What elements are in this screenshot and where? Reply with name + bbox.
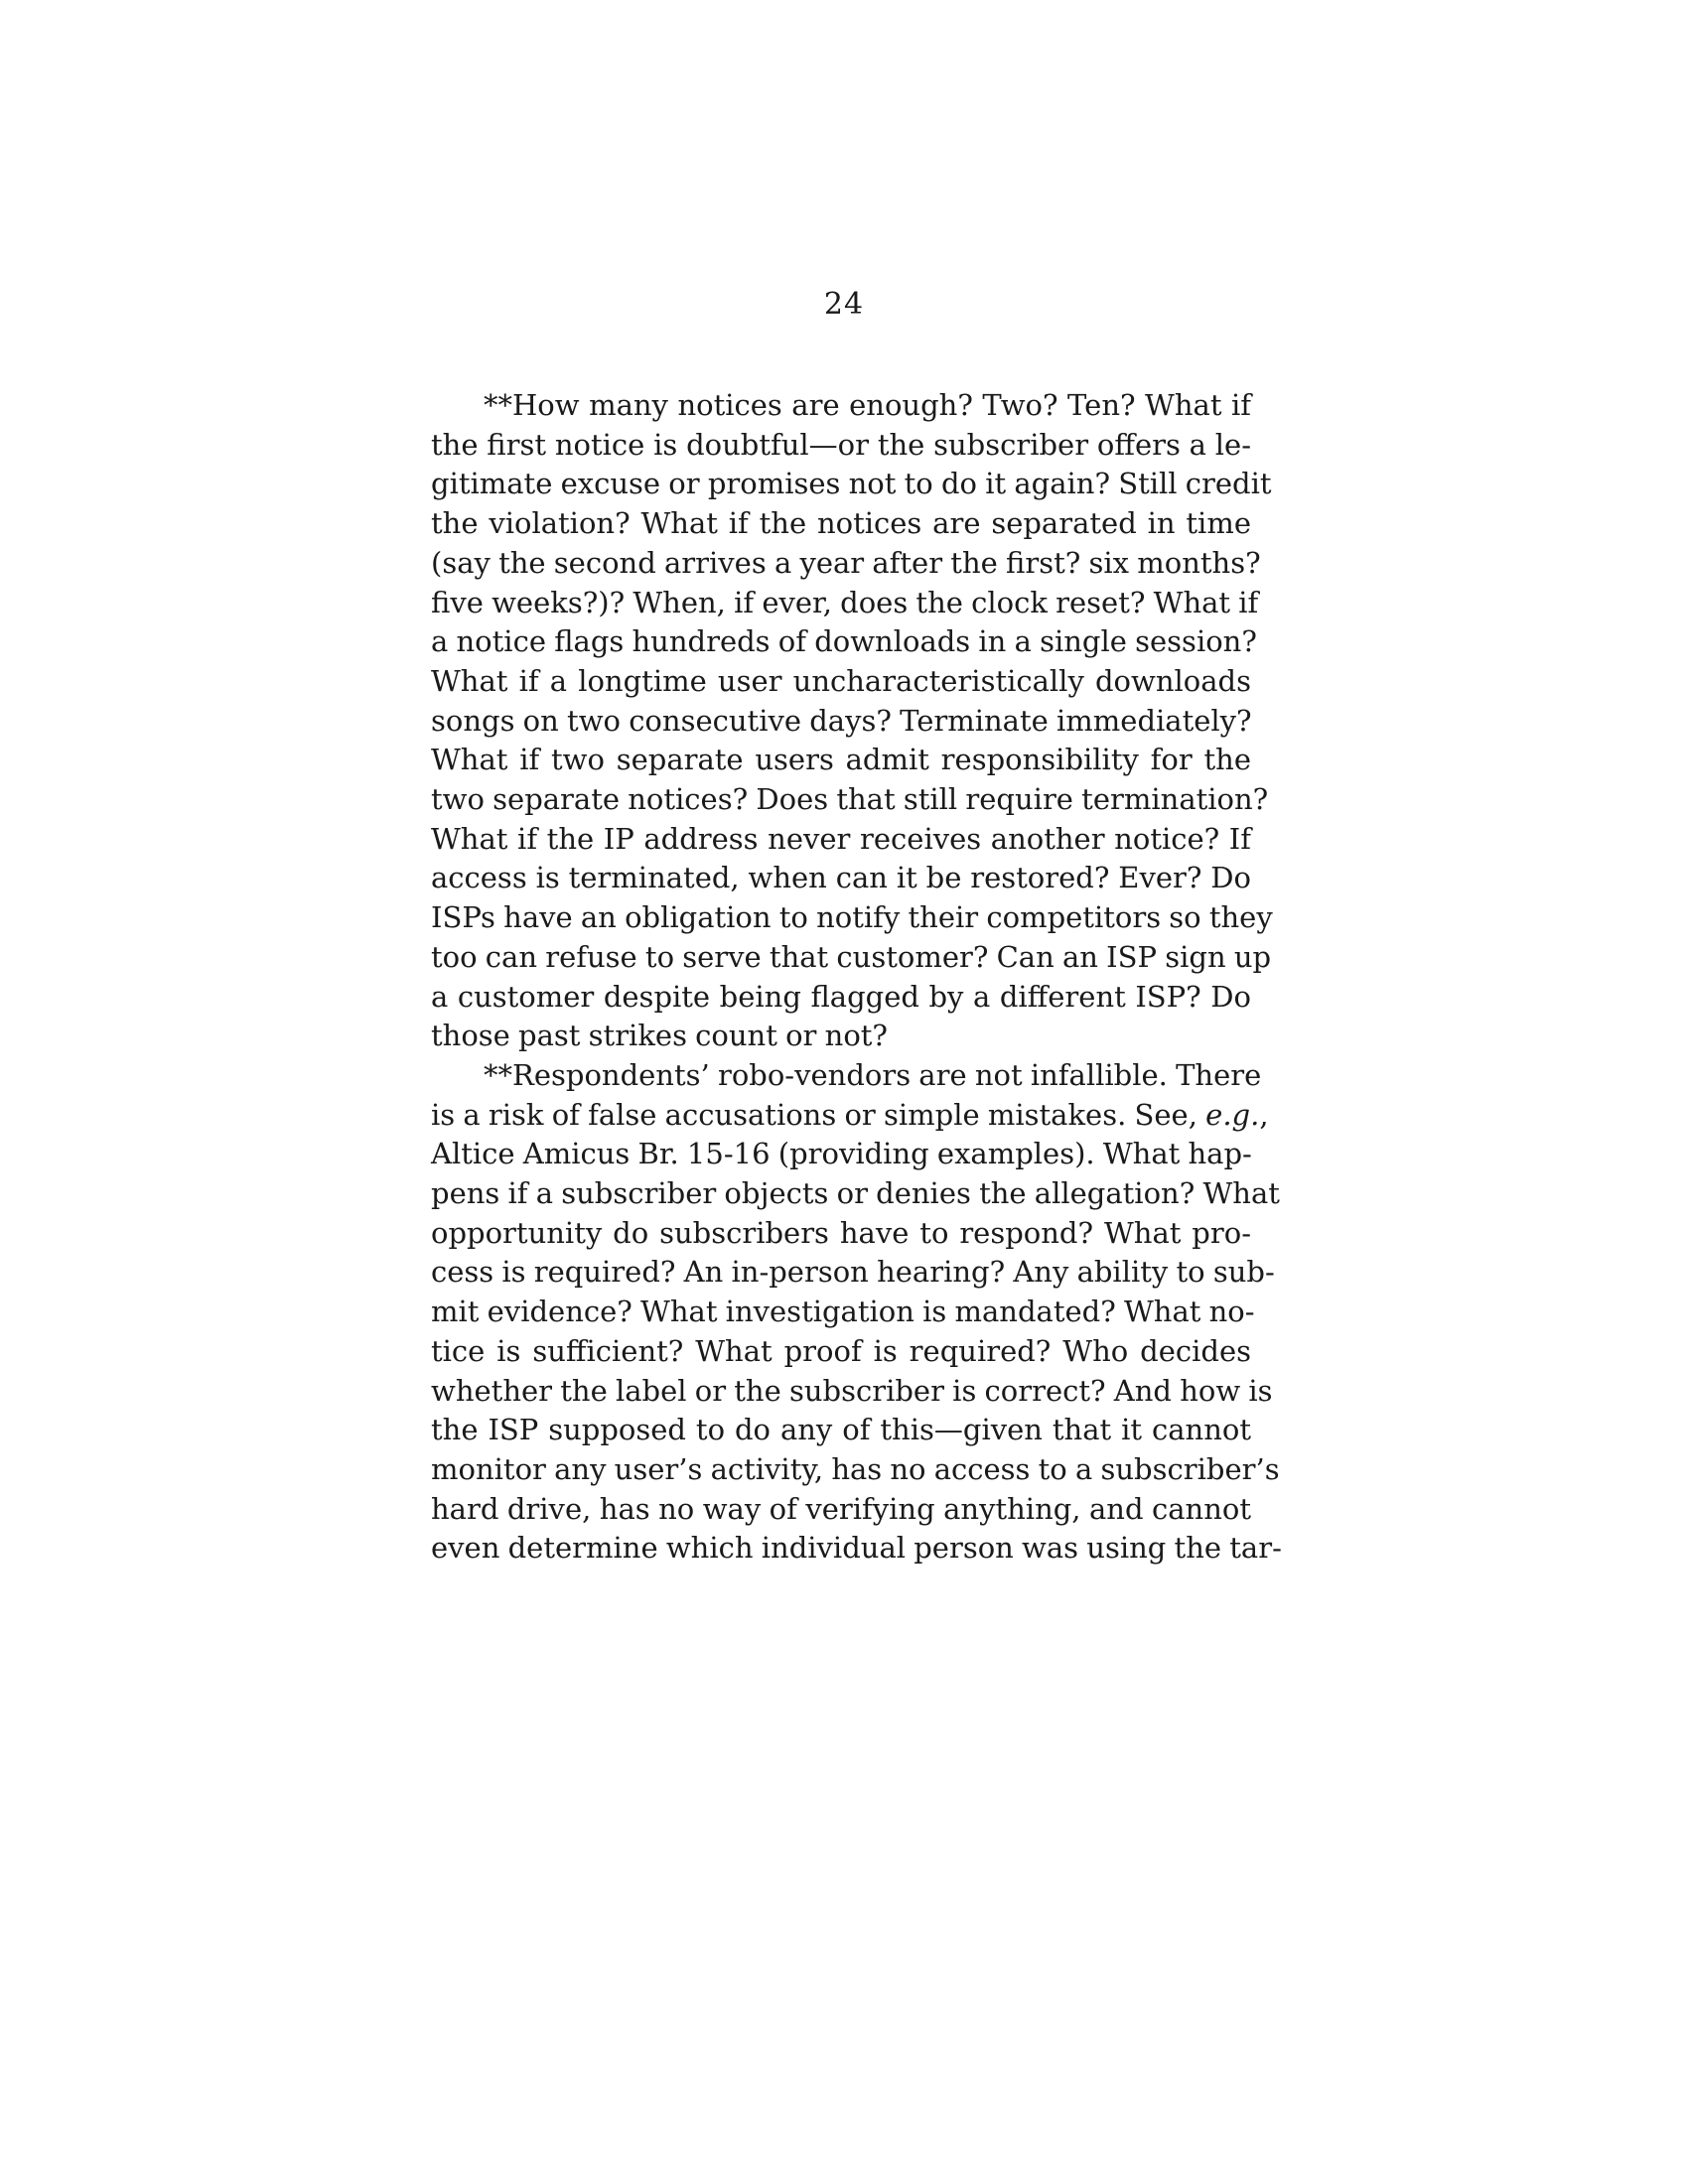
text-line: What if a longtime user uncharacteristically downloads — [431, 663, 1251, 698]
text-line: even determine which individual person was using the tar- — [431, 1531, 1282, 1566]
text-line: five weeks?)? When, if ever, does the clock reset? What if — [431, 585, 1259, 619]
text-segment: is a risk of false accusations or simple mistakes. See, — [431, 1097, 1197, 1132]
text-line — [431, 1096, 1269, 1136]
text-line: ISPs have an obligation to notify their competitors so they — [431, 900, 1273, 935]
text-line: the violation? What if the notices are separated in time — [431, 506, 1251, 541]
text-line: gitimate excuse or promises not to do it again? Still credit — [431, 467, 1272, 501]
text-line: cess is required? An in-person hearing? Any ability to sub- — [431, 1255, 1275, 1290]
text-line: tice is sufficient? What proof is required? Who decides — [431, 1333, 1251, 1368]
text-line: a notice flags hundreds of downloads in a single session? — [431, 624, 1257, 659]
text-line: songs on two consecutive days? Terminate immediately? — [431, 703, 1252, 738]
text-line: **Respondents’ robo-vendors are not infallible. There — [484, 1057, 1262, 1092]
text-line: the ISP supposed to do any of this—given that it cannot — [431, 1413, 1251, 1447]
body-text — [431, 386, 1282, 1569]
text-line: opportunity do subscribers have to respond? What pro- — [431, 1215, 1251, 1250]
text-line: mit evidence? What investigation is mandated? What no- — [431, 1295, 1255, 1329]
text-line: monitor any user’s activity, has no access to a subscriber’s — [431, 1451, 1280, 1486]
citation-signal-italic: e.g. — [1205, 1097, 1260, 1132]
text-line: those past strikes count or not? — [431, 1019, 888, 1053]
text-line: **How many notices are enough? Two? Ten? What if — [484, 388, 1251, 422]
text-line: What if two separate users admit responsibility for the — [431, 743, 1251, 777]
text-segment: , — [1259, 1097, 1269, 1132]
text-line: access is terminated, when can it be restored? Ever? Do — [431, 861, 1251, 895]
page-number: 24 — [823, 287, 865, 322]
text-line: whether the label or the subscriber is correct? And how is — [431, 1373, 1273, 1408]
paragraph-notices-questions — [431, 386, 1273, 1056]
text-line: What if the IP address never receives another notice? If — [431, 821, 1251, 856]
text-line: two separate notices? Does that still require termination? — [431, 782, 1269, 817]
text-line: too can refuse to serve that customer? Can an ISP sign up — [431, 939, 1272, 974]
text-line: pens if a subscriber objects or denies the allegation? What — [431, 1176, 1280, 1211]
text-line: (say the second arrives a year after the first? six months? — [431, 545, 1261, 580]
text-line: the first notice is doubtful—or the subscriber offers a le- — [431, 427, 1251, 462]
text-line: Altice Amicus Br. 15-16 (providing examples). What hap- — [431, 1137, 1252, 1171]
text-line: a customer despite being flagged by a different ISP? Do — [431, 979, 1251, 1014]
paragraph-robo-vendors — [431, 1056, 1282, 1569]
text-line: hard drive, has no way of verifying anything, and cannot — [431, 1491, 1251, 1526]
